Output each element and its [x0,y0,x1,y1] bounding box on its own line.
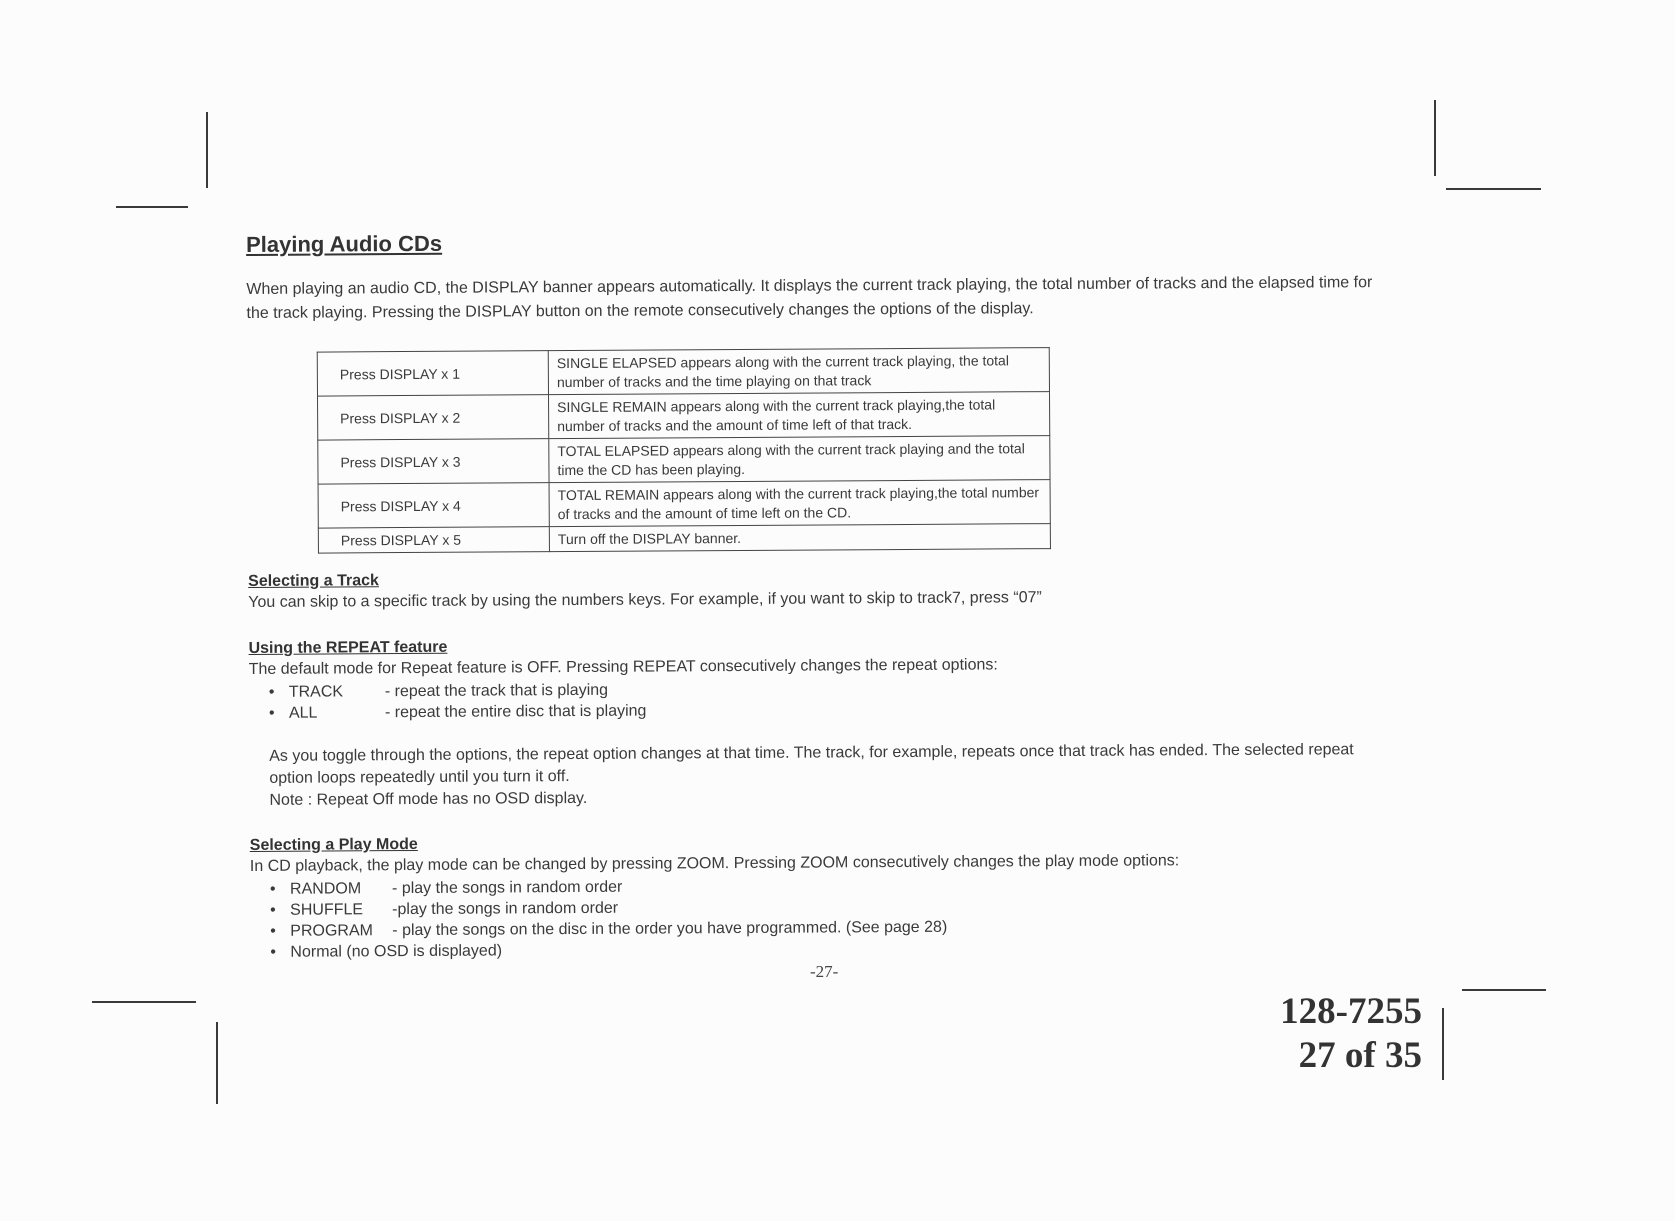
document-page-count: 27 of 35 [1298,1035,1422,1076]
section-heading: Selecting a Play Mode [249,835,418,854]
section-text: In CD playback, the play mode can be changed by pressing ZOOM. Pressing ZOOM consecutively changes the play mode options: [249,852,1180,875]
page-title: Playing Audio CDs [246,230,443,257]
osd-note: Note : Repeat Off mode has no OSD display. [269,789,588,809]
crop-mark [116,206,188,208]
repeat-options-list [269,675,1399,724]
option-description: -play the songs in random order [392,899,619,919]
bullet: • [270,901,276,919]
repeat-section [248,632,1399,812]
table-cell-command: Press DISPLAY x 2 [318,395,549,440]
option-description: - play the songs in random order [391,878,623,898]
play-mode-section [250,829,1401,963]
repeat-note-block [269,739,1399,812]
document-id-block [1270,990,1422,1078]
document-id: 128-7255 [1280,991,1422,1032]
section-heading: Selecting a Track [248,572,379,590]
option-description: - play the songs on the disc in the order you have programmed. (See page 28) [392,918,948,940]
option-description: - repeat the entire disc that is playing [384,702,647,722]
option-name: SHUFFLE [290,901,364,919]
table-cell-command: Press DISPLAY x 1 [317,351,548,396]
option-name: TRACK [288,683,344,701]
table-row [318,436,1050,484]
bullet: • [268,704,275,722]
table-row [317,348,1049,396]
table-row [318,524,1050,553]
section-text: You can skip to a specific track by using the numbers keys. For example, if you want to skip to track7, press “07” [248,589,1042,611]
crop-mark [206,112,208,188]
crop-mark [1462,989,1546,991]
selecting-track-section [248,565,1398,613]
bullet: • [270,943,277,961]
option-description: - repeat the track that is playing [384,681,609,701]
crop-mark [1434,100,1436,176]
table-row [318,392,1050,440]
page-number: -27- [810,962,839,981]
table-cell-command: Press DISPLAY x 3 [318,439,549,484]
crop-mark [1446,188,1541,190]
table-cell-description: TOTAL REMAIN appears along with the current track playing,the total number of tracks and the amount of time left on the CD. [549,480,1050,527]
section-text: The default mode for Repeat feature is OFF. Pressing REPEAT consecutively changes the repeat options: [248,656,998,678]
toggle-note: As you toggle through the options, the repeat option changes at that time. The track, for example, repeats once that track has ended. The selected repeat option loops repeatedly until you turn it off. [269,741,1354,787]
table-row [318,480,1050,528]
option-name: Normal (no OSD is displayed) [290,942,503,961]
display-options-table [317,347,1051,553]
bullet: • [270,922,276,940]
intro-paragraph: When playing an audio CD, the DISPLAY banner appears automatically. It displays the current track playing, the total number of tracks and the elapsed time for the track playing. Pressing the DISPLAY button on the remote consecutively changes the options of the display. [246,274,1373,322]
crop-mark [1442,1008,1444,1080]
table-cell-description: Turn off the DISPLAY banner. [549,524,1050,552]
table-cell-description: SINGLE ELAPSED appears along with the current track playing, the total number of tracks and the time playing on that track [548,348,1049,395]
table-cell-command: Press DISPLAY x 4 [318,483,549,528]
table-cell-description: SINGLE REMAIN appears along with the current track playing,the total number of tracks and the amount of time left of that track. [548,392,1049,439]
crop-mark [216,1022,218,1104]
main-content [246,225,1400,963]
table-cell-description: TOTAL ELAPSED appears along with the current track playing and the total time the CD has been playing. [549,436,1050,483]
option-name: RANDOM [289,880,362,898]
bullet: • [268,683,275,701]
table-cell-command: Press DISPLAY x 5 [318,527,549,553]
crop-mark [92,1001,196,1003]
section-heading: Using the REPEAT feature [248,638,448,657]
option-name: PROGRAM [290,922,373,940]
bullet: • [269,880,276,898]
option-name: ALL [288,704,318,722]
play-mode-options-list [270,872,1400,963]
